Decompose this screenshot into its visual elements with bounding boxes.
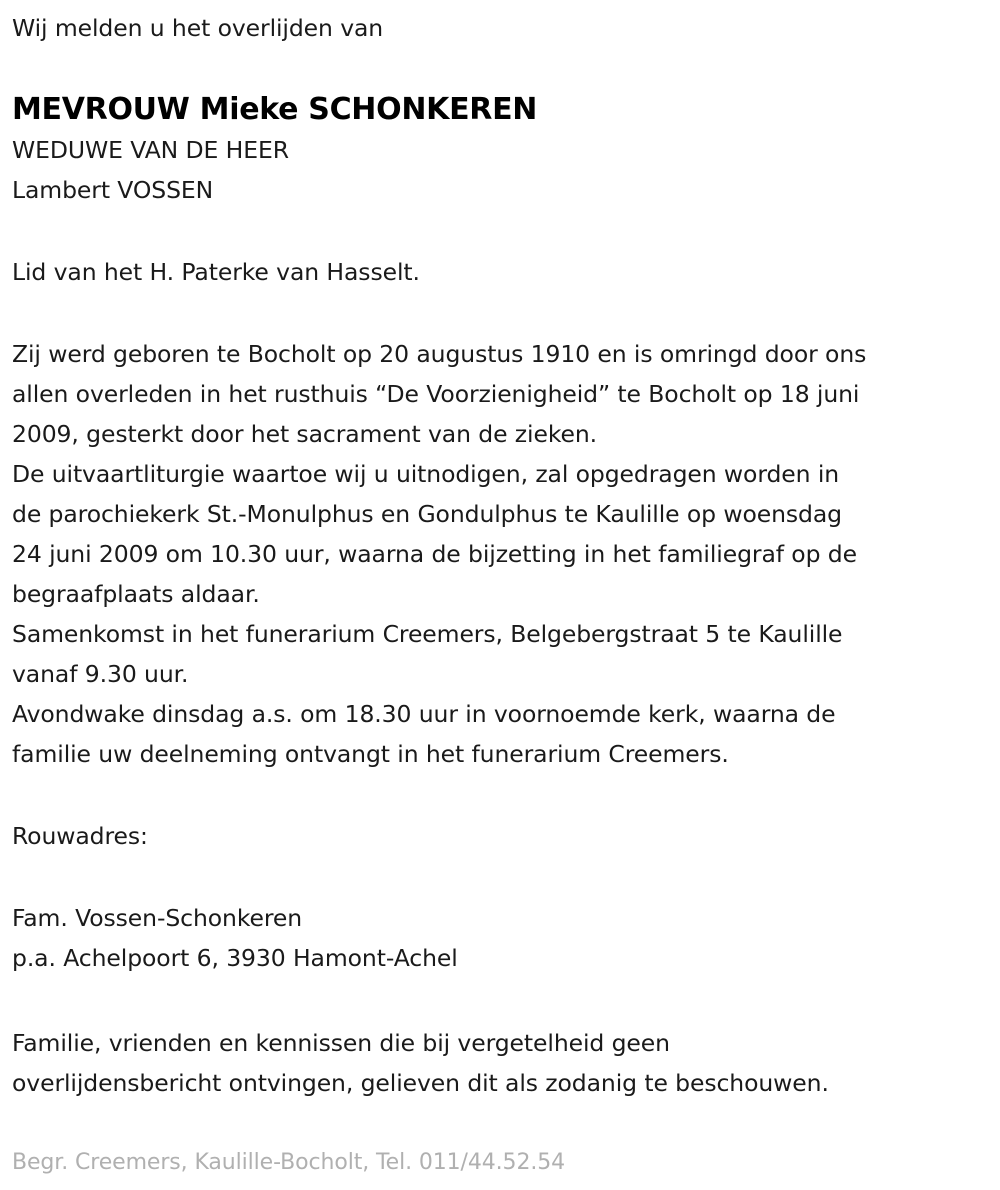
- funeral-director-credit: Begr. Creemers, Kaulille-Bocholt, Tel. 011/44.52.54: [12, 1150, 566, 1175]
- gathering-block: [12, 614, 988, 694]
- biography-line: allen overleden in het rusthuis “De Voorzienigheid” te Bocholt op 18 juni: [12, 380, 860, 408]
- vigil-block: [12, 694, 988, 774]
- vigil-line: Avondwake dinsdag a.s. om 18.30 uur in voornoemde kerk, waarna de: [12, 700, 836, 728]
- relation-label: WEDUWE VAN DE HEER: [12, 136, 289, 164]
- service-line: De uitvaartliturgie waartoe wij u uitnodigen, zal opgedragen worden in: [12, 460, 840, 488]
- service-line: de parochiekerk St.-Monulphus en Gondulphus te Kaulille op woensdag: [12, 500, 842, 528]
- biography-line: Zij werd geboren te Bocholt op 20 augustus 1910 en is omringd door ons: [12, 340, 867, 368]
- service-block: [12, 454, 988, 614]
- page-title: MEVROUW Mieke SCHONKEREN: [12, 92, 538, 127]
- gathering-line: vanaf 9.30 uur.: [12, 660, 189, 688]
- intro-line: Wij melden u het overlijden van: [12, 14, 384, 42]
- spouse-name: Lambert VOSSEN: [12, 176, 214, 204]
- mourning-postal-address: p.a. Achelpoort 6, 3930 Hamont-Achel: [12, 944, 458, 972]
- mourning-family-name: Fam. Vossen-Schonkeren: [12, 904, 303, 932]
- closing-note-line: Familie, vrienden en kennissen die bij vergetelheid geen: [12, 1029, 670, 1057]
- mourning-address-heading: Rouwadres:: [12, 822, 148, 850]
- obituary-notice: [12, 0, 988, 1178]
- gathering-line: Samenkomst in het funerarium Creemers, Belgebergstraat 5 te Kaulille: [12, 620, 843, 648]
- service-line: 24 juni 2009 om 10.30 uur, waarna de bijzetting in het familiegraf op de: [12, 540, 857, 568]
- service-line: begraafplaats aldaar.: [12, 580, 260, 608]
- membership-line: Lid van het H. Paterke van Hasselt.: [12, 258, 420, 286]
- biography-line: 2009, gesterkt door het sacrament van de zieken.: [12, 420, 598, 448]
- biography-block: [12, 334, 988, 454]
- closing-note-line: overlijdensbericht ontvingen, gelieven dit als zodanig te beschouwen.: [12, 1069, 829, 1097]
- mourning-address-block: [12, 898, 988, 978]
- closing-note-block: [12, 1023, 988, 1103]
- vigil-line: familie uw deelneming ontvangt in het funerarium Creemers.: [12, 740, 729, 768]
